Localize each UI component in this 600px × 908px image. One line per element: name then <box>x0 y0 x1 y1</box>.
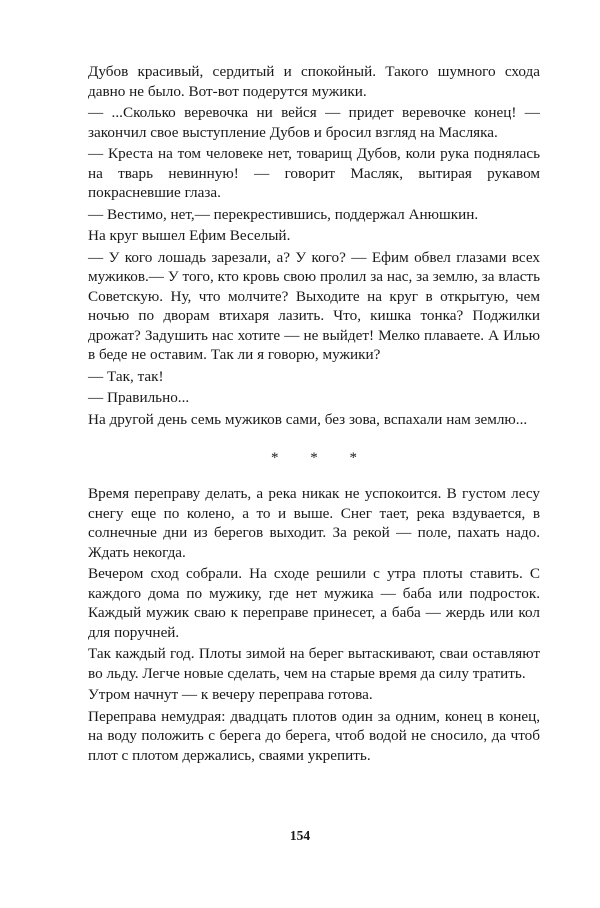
section-one <box>88 62 540 429</box>
paragraph: — Правильно... <box>88 389 190 406</box>
paragraph: На круг вышел Ефим Веселый. <box>88 227 291 244</box>
paragraph: — Вестимо, нет,— перекрестившись, поддержал Анюшкин. <box>88 205 479 223</box>
paragraph: — Креста на том человеке нет, товарищ Дубов, коли рука поднялась на тварь невинную! — говорит Масляк, вытирая рукавом покрасневшие глаза. <box>88 145 540 201</box>
paragraph: Время переправу делать, а река никак не успокоится. В густом лесу снегу еще по колено, а то и выше. Снег тает, река вздувается, в солнечные дни из берегов выходит. За рекой — поле, пахать надо. Ждать некогда. <box>88 485 540 561</box>
section-two <box>88 484 540 765</box>
section-divider: * * * <box>271 450 371 466</box>
paragraph: — ...Сколько веревочка ни вейся — придет веревочке конец! — закончил свое выступление Дубов и бросил взгляд на Масляка. <box>88 104 540 141</box>
paragraph: Вечером сход собрали. На сходе решили с утра плоты ставить. С каждого дома по мужику, где нет мужика — баба или подросток. Каждый мужик сваю к переправе принесет, а баба — жердь или кол для поручней. <box>88 565 540 641</box>
paragraph: Переправа немудрая: двадцать плотов один за одним, конец в конец, на воду положить с берега до берега, чтоб водой не сносило, да чтоб плот с плотом держались, сваями укрепить. <box>88 707 540 764</box>
page-number: 154 <box>289 828 311 843</box>
paragraph: Так каждый год. Плоты зимой на берег вытаскивают, сваи оставляют во льду. Легче новые сделать, чем на старые время да силу тратить. <box>88 645 540 682</box>
paragraph: — Так, так! <box>88 367 164 385</box>
paragraph: На другой день семь мужиков сами, без зова, вспахали нам землю... <box>88 410 528 428</box>
paragraph: Утром начнут — к вечеру переправа готова. <box>88 686 373 703</box>
paragraph: Дубов красивый, сердитый и спокойный. Такого шумного схода давно не было. Вот-вот подерутся мужики. <box>88 63 540 100</box>
book-page <box>88 62 540 765</box>
paragraph: — У кого лошадь зарезали, а? У кого? — Ефим обвел глазами всех мужиков.— У того, кто кровь свою пролил за нас, за землю, за власть Советскую. Ну, что молчите? Выходите на круг в открытую, чем ночью по дворам втихаря лазить. Что, кишка тонка? Поджилки дрожат? Задушить нас хотите — не выйдет! Мелко плаваете. А Илью в беде не оставим. Так ли я говорю, мужики? <box>88 248 540 363</box>
